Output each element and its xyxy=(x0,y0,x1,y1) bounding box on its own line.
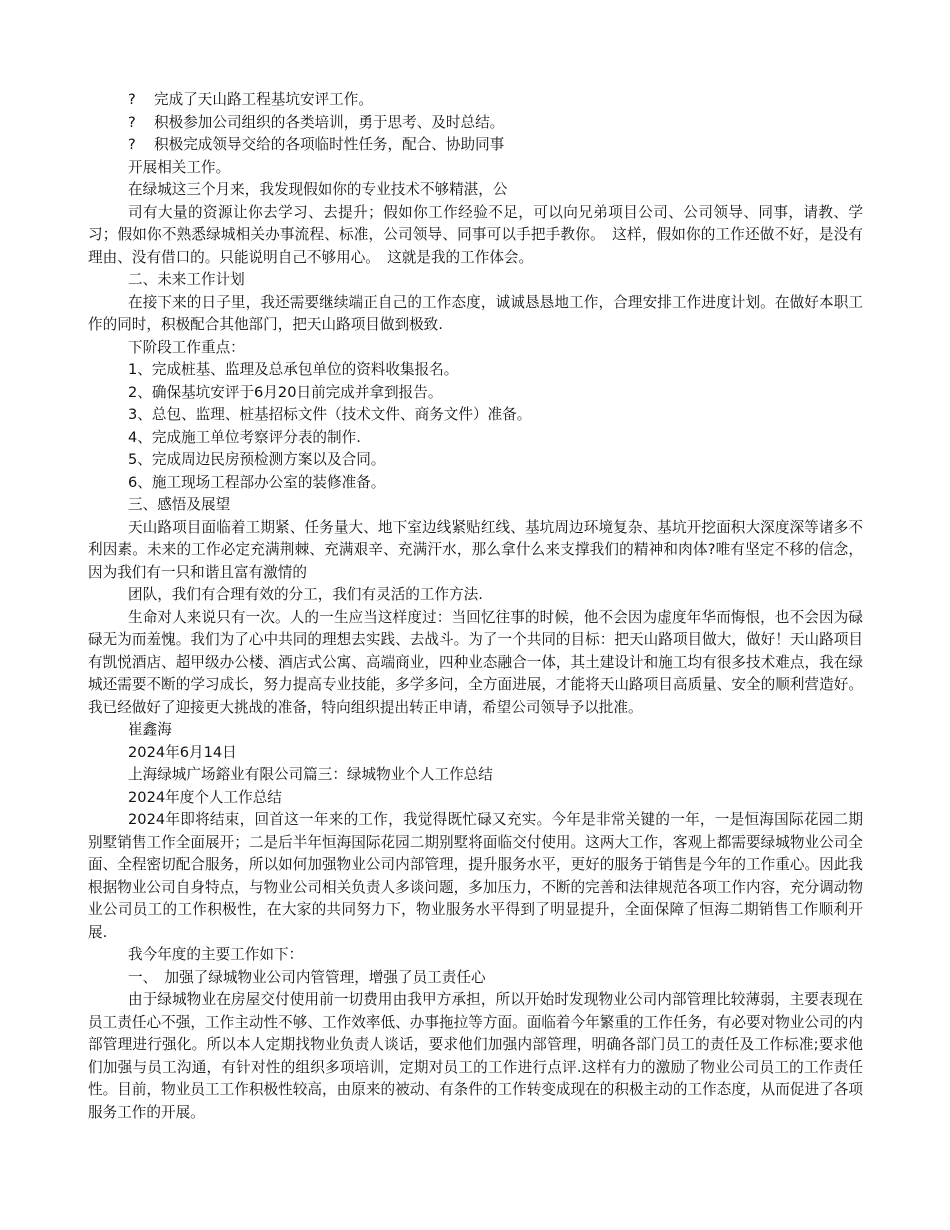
continuation-line: 开展相关工作。 xyxy=(128,158,231,176)
paragraph-work-experience: 司有大量的资源让你去学习、去提升；假如你工作经验不足，可以向兄弟项目公司、公司领导、同事，请教、学习；假如你不熟悉绿城相关办事流程、标准，公司领导、同事可以手把手教你。 这样，假如你的工作还做不好，是没有理由、没有借口的。只能说明自己不够用心。 这就是我的工作体会。 xyxy=(88,203,863,266)
bullet-item xyxy=(88,134,863,157)
plan-item: 2、确保基坑安评于6月20日前完成并拿到报告。 xyxy=(128,383,443,401)
paragraph-future-plan: 在接下来的日子里，我还需要继续端正自己的工作态度，诚诚恳恳地工作，合理安排工作进度计划。在做好本职工作的同时，积极配合其他部门，把天山路项目做到极致. xyxy=(88,293,863,333)
main-work-heading: 我今年度的主要工作如下： xyxy=(128,946,304,963)
bullet-text: 积极完成领导交给的各项临时性任务，配合、协助同事 xyxy=(154,136,505,153)
paragraph-start-line: 在绿城这三个月来，我发现假如你的专业技术不够精湛，公 xyxy=(128,181,508,198)
plan-item: 3、总包、监理、桩基招标文件（技术文件、商务文件）准备。 xyxy=(128,406,532,423)
bullet-text: 完成了天山路工程基坑安评工作。 xyxy=(154,91,373,108)
paragraph-internal-management: 由于绿城物业在房屋交付使用前一切费用由我甲方承担，所以开始时发现物业公司内部管理比较薄弱，主要表现在员工责任心不强，工作主动性不够、工作效率低、办事拖拉等方面。面临着今年繁重的工作任务，有必要对物业公司的内部管理进行强化。所以本人定期找物业负责人谈话，要求他们加强内部管理，明确各部门员工的责任及工作标准;要求他们加强与员工沟通，有针对性的组织多项培训，定期对员工的工作进行点评.这样有力的激励了物业公司员工的工作责任性。目前，物业员工工作积极性较高，由原来的被动、有条件的工作转变成现在的积极主动的工作态度，从而促进了各项服务工作的开展。 xyxy=(88,991,863,1121)
next-stage-heading: 下阶段工作重点： xyxy=(128,338,245,356)
paragraph-life-reflection: 生命对人来说只有一次。人的一生应当这样度过：当回忆往事的时候，他不会因为虚度年华而悔恨，也不会因为碌碌无为而羞愧。我们为了心中共同的理想去实践、去战斗。为了一个共同的目标：把天山路项目做大，做好！天山路项目有凯悦酒店、超甲级办公楼、酒店式公寓、高端商业，四种业态融合一体，其土建设计和施工均有很多技术难点，我在绿城还需要不断的学习成长，努力提高专业技能，多学多问，全方面进展，才能将天山路项目高质量、安全的顺利营造好。我已经做好了迎接更大挑战的准备，特向组织提出转正申请，希望公司领导予以批准。 xyxy=(88,608,863,716)
plan-item: 6、施工现场工程部办公室的装修准备。 xyxy=(128,473,386,491)
bullet-text: 积极参加公司组织的各类培训，勇于思考、及时总结。 xyxy=(154,113,505,131)
paragraph-year-summary: 2024年即将结束，回首这一年来的工作，我觉得既忙碌又充实。今年是非常关键的一年，一是恒海国际花园二期别墅销售工作全面展开；二是后半年恒海国际花园二期别墅将面临交付使用。这两大工作，客观上都需要绿城物业公司全面、全程密切配合服务，所以如何加强物业公司内部管理，提升服务水平，更好的服务于销售是今年的工作重心。因此我根据物业公司自身特点，与物业公司相关负责人多谈问题，多加压力，不断的完善和法律规范各项工作内容，充分调动物业公司员工的工作积极性，在大家的共同努力下，物业服务水平得到了明显提升，全面保障了恒海二期销售工作顺利开展. xyxy=(88,811,863,941)
signature-date: 2024年6月14日 xyxy=(128,743,237,761)
bullet-mark: ? xyxy=(128,136,136,153)
section-heading-reflection: 三、感悟及展望 xyxy=(128,496,231,513)
bullet-item xyxy=(88,112,863,135)
bullet-mark: ? xyxy=(128,91,136,108)
paragraph-team-line: 团队，我们有合理有效的分工，我们有灵活的工作方法. xyxy=(128,586,483,603)
plan-item: 4、完成施工单位考察评分表的制作. xyxy=(128,428,361,446)
document-body xyxy=(88,89,863,1124)
section-heading-future-plan: 二、未来工作计划 xyxy=(128,271,245,288)
paragraph-project-challenges: 天山路项目面临着工期紧、任务量大、地下室边线紧贴红线、基坑周边环境复杂、基坑开挖面积大深度深等诸多不利因素。未来的工作必定充满荆棘、充满艰辛、充满汗水，那么拿什么来支撑我们的精神和肉体?唯有坚定不移的信念，因为我们有一只和谐且富有激情的 xyxy=(88,518,863,581)
plan-item: 1、完成桩基、监理及总承包单位的资料收集报名。 xyxy=(128,361,459,378)
article-subtitle: 2024年度个人工作总结 xyxy=(128,788,282,806)
plan-item: 5、完成周边民房预检测方案以及合同。 xyxy=(128,451,386,468)
signature-name: 崔鑫海 xyxy=(128,721,172,738)
subsection-heading: 一、 加强了绿城物业公司内管管理，增强了员工责任心 xyxy=(128,968,486,986)
bullet-item xyxy=(88,89,863,112)
bullet-mark: ? xyxy=(128,113,136,131)
article-title: 上海绿城广场鎔业有限公司篇三：绿城物业个人工作总结 xyxy=(128,766,493,783)
